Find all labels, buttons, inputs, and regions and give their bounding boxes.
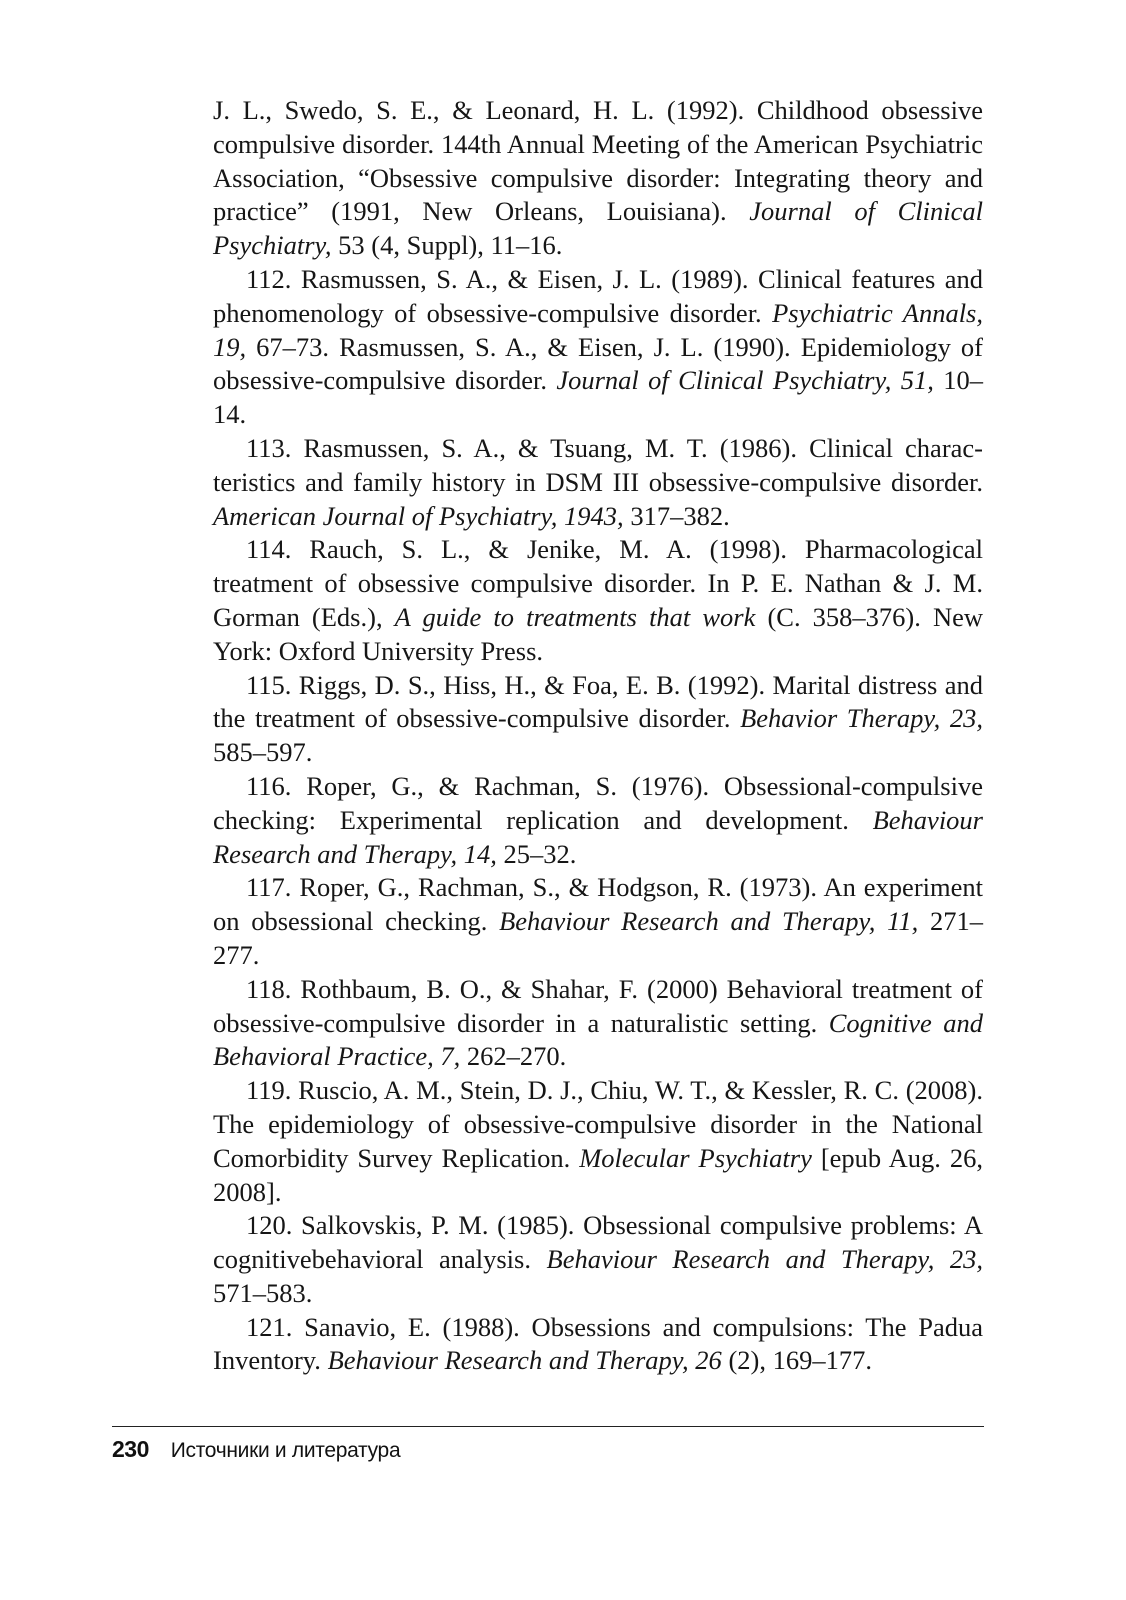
reference-number: 116. (246, 770, 292, 801)
reference-text: Sanavio, E. (1988). Obsessions and compulsions: The Padua Inventory. (213, 1311, 983, 1376)
reference-entry (213, 533, 983, 668)
reference-continuation (213, 94, 983, 263)
reference-source-title: Behaviour Research and Therapy, 14, (213, 804, 983, 869)
reference-number: 120. (246, 1210, 293, 1241)
reference-source-title: Behaviour Research and Therapy, 23, (546, 1244, 983, 1275)
reference-number: 114. (246, 534, 292, 565)
page-number: 230 (112, 1436, 149, 1462)
reference-text: (2), 169–177. (721, 1345, 872, 1376)
reference-text: (C. 358–376). New York: Oxford University Press. (213, 601, 983, 666)
footer-rule (112, 1426, 984, 1427)
reference-source-title: A guide to treatments that work (394, 601, 756, 632)
reference-text: 585–597. (213, 737, 313, 768)
reference-text: 571–583. (213, 1277, 313, 1308)
reference-text: Rasmussen, S. A., & Tsuang, M. T. (1986). Clinical characteristics and family history in DSM III obsessive-compulsive disorder. (213, 432, 983, 497)
reference-source-title: Psychiatric Annals, 19, (213, 297, 983, 362)
reference-text: Rasmussen, S. A., & Eisen, J. L. (1989). Clinical features and phenomenology of obsessive-compulsive disorder. (213, 263, 983, 328)
reference-entry (213, 1074, 983, 1209)
reference-text: Rauch, S. L., & Jenike, M. A. (1998). Pharmacological treatment of obsessive compulsive disorder. In P. E. Nathan & J. M. Gorman (Eds.), (213, 534, 983, 632)
reference-entry (213, 432, 983, 533)
reference-source-title: Behaviour Research and Therapy, 11, (499, 906, 919, 937)
reference-text: Rothbaum, B. O., & Shahar, F. (2000) Behavioral treatment of obsessive-compulsive disorder in a naturalistic setting. (213, 973, 983, 1038)
reference-entry (213, 871, 983, 972)
reference-entry (213, 669, 983, 770)
reference-entry (213, 263, 983, 432)
reference-number: 115. (246, 669, 292, 700)
reference-text: J. L., Swedo, S. E., & Leonard, H. L. (1992). Childhood obsessive compulsive disorder. 144th Annual Meeting of the American Psychiatric Association, “Obsessive compulsive disorder: Integrating theory and practice” (1991, New Orleans, Louisiana). (213, 95, 983, 227)
reference-source-title: Journal of Clinical Psychiatry, (213, 196, 983, 261)
reference-text: 271–277. (213, 906, 983, 970)
reference-entry (213, 1311, 983, 1379)
reference-text: Riggs, D. S., Hiss, H., & Foa, E. B. (1992). Marital distress and the treatment of obsessive-compulsive disorder. (213, 669, 983, 734)
reference-list (213, 94, 983, 1378)
reference-source-title: Journal of Clinical Psychiatry, 51, (556, 365, 934, 396)
reference-text: Ruscio, A. M., Stein, D. J., Chiu, W. T., & Kessler, R. C. (2008). The epidemiology of obsessive-compulsive disorder in the National Comorbidity Survey Replication. (213, 1075, 983, 1173)
reference-entry (213, 770, 983, 871)
reference-text: Roper, G., Rachman, S., & Hodgson, R. (1973). An experiment on obsessional checking. (213, 872, 983, 937)
reference-text: Roper, G., & Rachman, S. (1976). Obsessional-compulsive checking: Experimental replication and development. (213, 770, 983, 835)
reference-source-title: Behaviour Research and Therapy, 26 (327, 1345, 722, 1376)
running-title: Источники и литература (170, 1439, 401, 1462)
reference-text: 262–270. (460, 1041, 567, 1072)
reference-source-title: American Journal of Psychiatry, 1943, (213, 500, 624, 531)
reference-text: 67–73. Rasmussen, S. A., & Eisen, J. L. (1990). Epidemiology of obsessive-compulsive disorder. (213, 331, 983, 396)
reference-number: 112. (246, 263, 292, 294)
reference-text: 10–14. (213, 365, 983, 430)
reference-text: Salkovskis, P. M. (1985). Obsessional compulsive problems: A cognitivebehavioral analysis. (213, 1210, 983, 1275)
reference-text: [epub Aug. 26, 2008]. (213, 1142, 983, 1207)
reference-source-title: Cognitive and Behavioral Practice, 7, (213, 1007, 983, 1072)
reference-text: 53 (4, Suppl), 11–16. (331, 230, 563, 261)
reference-number: 121. (246, 1311, 293, 1342)
reference-source-title: Behavior Therapy, 23, (740, 703, 983, 734)
reference-entry (213, 973, 983, 1074)
reference-text: 317–382. (623, 500, 730, 531)
reference-entry (213, 1209, 983, 1310)
reference-number: 118. (246, 973, 292, 1004)
reference-number: 119. (246, 1075, 292, 1106)
page-footer (112, 1434, 400, 1466)
reference-source-title: Molecular Psychiatry (579, 1142, 812, 1173)
reference-number: 117. (246, 872, 292, 903)
reference-number: 113. (246, 432, 292, 463)
reference-text: 25–32. (496, 838, 577, 869)
